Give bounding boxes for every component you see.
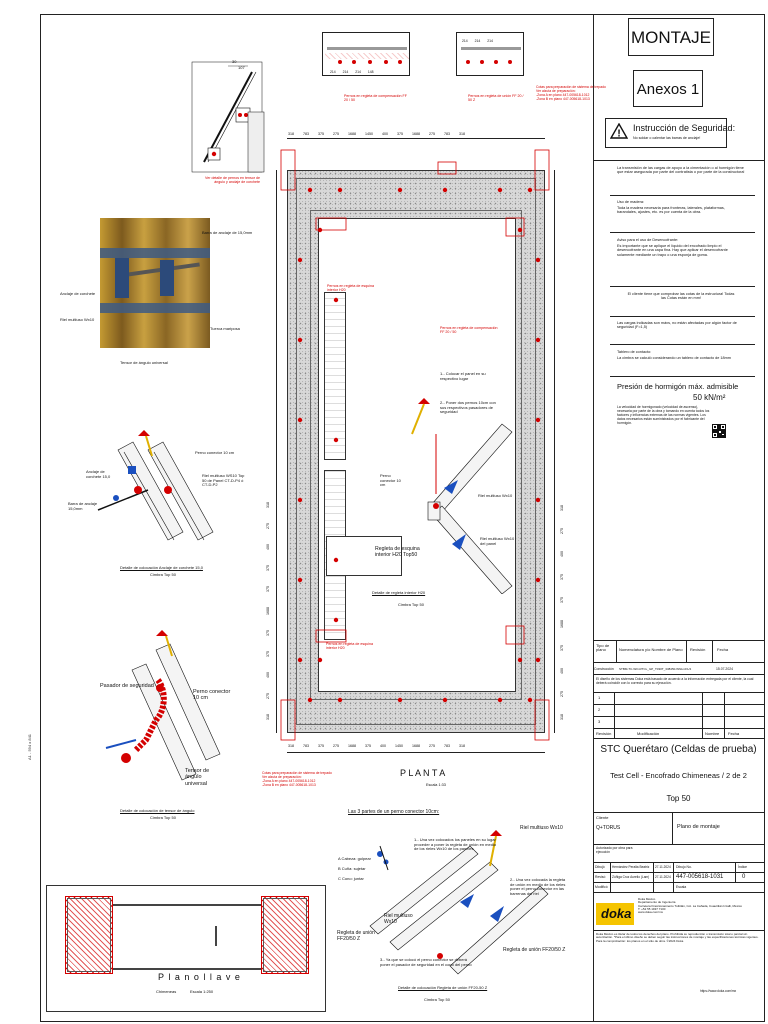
union-regleta-left: Regleta de unión FF20/50 Z bbox=[337, 930, 375, 942]
tb-plan-no: 447-005618-1031 bbox=[676, 874, 724, 880]
key-plan-frame bbox=[46, 885, 326, 1012]
safety-p1: La transmisión de las cargas de apoyo a la cimentación o al hormigón tiene que estar asegurada por parte del contratista o por parte de la constructora! bbox=[617, 166, 745, 175]
left-dim-2: 275 bbox=[266, 693, 270, 699]
left-dim-8: 375 bbox=[266, 565, 270, 571]
tb-legal: Doka México es titular de todos los derechos del plano. Prohibida su reproducción o transmisión total o parcial sin autorización. *Para el último diseño se deben seguir las instrucciones de montaje y las especificaciones técnicas vigentes. Para la comprobación: los planos en el sitio de obra. ©2024 Doka bbox=[596, 932, 759, 943]
left-dim-5: 375 bbox=[266, 630, 270, 636]
union-regleta-right: Regleta de unión FF20/50 Z bbox=[503, 947, 566, 953]
warning-icon bbox=[610, 123, 628, 139]
note-esquina-top: Pernos en regleta de esquina interior H20 bbox=[327, 284, 374, 293]
dim-1d: 148 bbox=[367, 70, 374, 74]
safety-p2: Toda la madera necesaria para fronteras, laterales, plataformas, barandales, ajustes, etc. es por cuenta de la obra. bbox=[617, 206, 725, 215]
union-riel-mid: Riel multiuso Wx10 bbox=[384, 913, 413, 925]
tb-rev-1: 1 bbox=[598, 695, 601, 700]
union-a: A Cabeza: golpear bbox=[338, 856, 371, 861]
left-dim-6: 1688 bbox=[266, 607, 270, 615]
right-dim-9: 275 bbox=[560, 528, 564, 534]
tb-head-fecha: Fecha bbox=[717, 647, 729, 652]
top-dim-12: 318 bbox=[459, 132, 465, 136]
top-dim-5: 1688 bbox=[348, 132, 356, 136]
dim-2a: 214 bbox=[462, 39, 468, 43]
right-dim-7: 375 bbox=[560, 574, 564, 580]
note-rail-top: Pernos en regleta de compensación FF 20 / 50 bbox=[344, 94, 407, 103]
tb-rev-3: 3 bbox=[598, 719, 601, 724]
angle-system: Cimbra Top 50 bbox=[150, 815, 176, 820]
dim-1c: 214 bbox=[355, 70, 361, 74]
tb-row-fecha: 15.07.2024 bbox=[716, 667, 733, 671]
sheet-subtitle: Anexos 1 bbox=[636, 81, 700, 98]
bottom-dim-4: 275 bbox=[333, 744, 339, 748]
right-dim-5: 1688 bbox=[560, 620, 564, 628]
dim-1a: 214 bbox=[330, 70, 336, 74]
left-dim-9: 400 bbox=[266, 544, 270, 550]
union-step1: 1.- Una vez colocados los paneles en su lugar proceder a poner la regleta de unión en medio de los rieles Wx10 de los paneles bbox=[414, 837, 497, 852]
top-dim-9: 1688 bbox=[412, 132, 420, 136]
pressure-note: La velocidad de hormigonado (velocidad de ascenso), necesaria por parte de la obra y tomando en cuenta todos los factores y influencias externas de las normas vigentes. Los datos necesarios están suministrados por el fabricante del hormigón. bbox=[617, 405, 710, 425]
union-b: B Cuña: sujetar bbox=[338, 866, 366, 871]
left-dim-11: 318 bbox=[266, 502, 270, 508]
tb-head-nom: Nomenclatura y/o Nombre de Plano bbox=[619, 647, 683, 652]
safety-p4: El cliente tiene que comprobar las cotas de la estructura! Todas las Cotas están en mm! bbox=[627, 292, 735, 301]
corner-label-riel: Riel multiuso Wx10 bbox=[478, 493, 513, 498]
union-system: Cimbra Top 50 bbox=[424, 997, 450, 1002]
bottom-dim-2: 783 bbox=[303, 744, 309, 748]
tb-head-rev: Revisión bbox=[690, 647, 706, 652]
tensor-dim-107: 107 bbox=[238, 65, 245, 70]
tb-company: Doka México Departamento de Ingeniería Carretera Fraccionamiento Tultitlán, Col. La Cañada, Cuautitlán Izcalli, México T: +52 55 1937 7100 www.doka.com/mx bbox=[638, 897, 743, 915]
pressure-title: Presión de hormigón máx. admisible bbox=[617, 382, 739, 391]
bottom-dim-7: 400 bbox=[380, 744, 386, 748]
tb-url: https://www.doka.com/mx bbox=[700, 989, 737, 993]
tb-rev-2: 2 bbox=[598, 707, 601, 712]
bottom-dim-11: 783 bbox=[444, 744, 450, 748]
right-dim-10: 318 bbox=[560, 505, 564, 511]
plan-label: P L A N T A bbox=[400, 768, 446, 778]
tb-row-tipo: Construcción bbox=[594, 667, 614, 671]
tb-r-dibujo-date: 27.11.2024 bbox=[655, 865, 671, 869]
key-plan-sub: Chimeneas bbox=[156, 989, 177, 994]
anchor-label-riel: Riel multiuso WS10 Top 50 de Panel CT-D-P4 ó CT-D-P2 bbox=[202, 473, 245, 488]
tb-plan-label: Plano de montaje bbox=[677, 824, 720, 830]
bottom-dim-1: 318 bbox=[288, 744, 294, 748]
corner-step2: 2.- Poner dos pernos 10cm con sus respectivos pasadores de seguridad bbox=[440, 400, 496, 415]
bottom-dim-3: 375 bbox=[318, 744, 324, 748]
tb-system: Top 50 bbox=[666, 794, 691, 803]
dim-2b: 214 bbox=[474, 39, 481, 43]
bottom-dim-8: 1450 bbox=[395, 744, 403, 748]
photo-label-anclaje: Anclaje de corchete bbox=[60, 291, 96, 296]
union-c: C Cono: juntar bbox=[338, 876, 364, 881]
union-step2: 2.- Una vez colocada la regleta de unión en medio de los rieles poner el perno conector en las barrenas del riel bbox=[510, 877, 566, 896]
annex-box bbox=[633, 70, 703, 107]
dim-1b: 214 bbox=[342, 70, 349, 74]
top-dim-10: 275 bbox=[429, 132, 435, 136]
tb-h-fecha: Fecha bbox=[728, 731, 740, 736]
corner-system: Cimbra Top 50 bbox=[398, 602, 424, 607]
note-cotas-bottom: Cotas para preparación de sistema de trepado Ver alzuta de preparación: -Zona A en plano 447-005618-1012 -Zona B en plano 447-005618-1013 bbox=[262, 771, 332, 787]
angle-tensor-drawing bbox=[96, 630, 226, 790]
tb-index: 0 bbox=[742, 874, 746, 880]
plan-right-dims bbox=[560, 505, 564, 720]
tb-client-label: Cliente bbox=[596, 815, 609, 820]
right-dim-3: 400 bbox=[560, 668, 564, 674]
right-dim-6: 375 bbox=[560, 597, 564, 603]
tb-r-dibujo: Dibujó bbox=[595, 865, 605, 869]
right-dim-4: 375 bbox=[560, 645, 564, 651]
doka-logo-text: doka bbox=[601, 906, 632, 921]
angle-title: Detalle de colocación de tensor de ángulo bbox=[120, 808, 195, 813]
bottom-dim-6: 375 bbox=[365, 744, 371, 748]
angle-label-pasador: Pasador de seguridad bbox=[100, 683, 154, 689]
note-cotas-top: Cotas para preparación de sistema de trepado Ver alzuta de preparación: -Zona A en plano 447-005618-1012 -Zona B en plano 447-005618-1013 bbox=[536, 85, 606, 101]
tb-head-tipo: Tipo de plano bbox=[596, 643, 610, 653]
tb-r-dibujo-name: Hernández Peralta Beatriz bbox=[612, 865, 650, 869]
title-box bbox=[628, 18, 714, 56]
tb-scale-label: Escala bbox=[676, 885, 687, 889]
union-heading: Las 3 partes de un perno conector 10cm: bbox=[348, 809, 440, 815]
left-margin-line bbox=[40, 14, 41, 1022]
top-dim-1: 318 bbox=[288, 132, 294, 136]
corner-step1: 1.- Colocar el panel en su respectivo lugar bbox=[440, 371, 486, 381]
pressure-value: 50 kN/m² bbox=[693, 393, 726, 402]
top-dim-4: 275 bbox=[333, 132, 339, 136]
tensor-dim-30: 30 bbox=[232, 59, 237, 64]
tb-client: Q+TORUS bbox=[596, 825, 621, 831]
right-dim-8: 400 bbox=[560, 551, 564, 557]
tb-approved: Autorizado por obra para ejecución bbox=[596, 846, 633, 854]
corner-label-riel2: Riel multiuso Wx10 del panel bbox=[480, 536, 515, 546]
small-box-dims-1 bbox=[330, 71, 374, 75]
tb-h-modificacion: Modificación bbox=[637, 731, 660, 736]
anchor-title: Detalle de colocación Anclaje de corchete 15,0 bbox=[120, 565, 203, 570]
anchor-label-anclaje: Anclaje de corchete 15,0 bbox=[86, 469, 111, 479]
corner-label-escuadra: Regleta de esquina interior H20 Top50 bbox=[375, 546, 420, 558]
tb-index-label: Índice bbox=[738, 865, 748, 869]
dim-2c: 214 bbox=[487, 39, 493, 43]
tb-project: STC Querétaro (Celdas de prueba) bbox=[600, 744, 757, 755]
note-esquina-bottom: Pernos en regleta de esquina interior H20 bbox=[326, 642, 373, 651]
safety-block bbox=[605, 118, 736, 148]
corner-title: Detalle de regleta interior H20 bbox=[372, 590, 426, 595]
photo-label-tensor: Tensor de ángulo universal bbox=[120, 360, 168, 365]
tb-row-nom: STBM-TC-WO-RTCL_GP_T030T_338450-WNH-0/1/4 bbox=[619, 667, 692, 671]
angle-label-tensor: Tensor de ángulo universal bbox=[185, 768, 210, 787]
safety-p6: La cimbra se calculó considerando un tablero de contacto de 18mm bbox=[617, 356, 731, 360]
left-dim-3: 400 bbox=[266, 672, 270, 678]
photo-label-barra: Barra de anclaje de 15,0mm bbox=[202, 230, 253, 235]
tensor-top-detail bbox=[188, 52, 268, 180]
small-box-dims-2 bbox=[462, 40, 493, 44]
photo-label-tuerca: Tuerca mariposa bbox=[210, 326, 240, 331]
angle-label-perno: Perno conector 10 cm bbox=[193, 689, 231, 702]
top-dim-7: 400 bbox=[382, 132, 388, 136]
safety-heading: Instrucción de Seguridad: bbox=[633, 123, 736, 133]
anchor-label-perno: Perno conector 10 cm bbox=[195, 450, 235, 455]
top-dim-2: 783 bbox=[303, 132, 309, 136]
safety-p2-title: Uso de madera: bbox=[617, 200, 645, 204]
plan-left-dims bbox=[266, 502, 270, 720]
corner-label-perno: Perno conector 10 cm bbox=[380, 473, 401, 488]
right-dim-1: 318 bbox=[560, 714, 564, 720]
note-comp-inner: Pernos en regleta de compensación FF 20 / 50 bbox=[440, 326, 498, 335]
safety-p5: Las cargas indicadas son máxs, no están afectadas por algún factor de seguridad (F=1,5) bbox=[617, 321, 737, 330]
union-riel-top: Riel multiuso Wx10 bbox=[520, 825, 563, 831]
tb-r-reviso-name: Zúñiga Cruz Aurelio (Lam) bbox=[612, 875, 650, 879]
safety-sub: No soldar o calentar las barras de anclaje! bbox=[633, 136, 701, 140]
bottom-dim-5: 1688 bbox=[348, 744, 356, 748]
note-tensor: Ver detalle de pernos en tensor de ángulo y anclaje de corchete bbox=[205, 176, 260, 185]
key-plan-label: P l a n o l l a v e bbox=[158, 972, 241, 982]
tb-disclaimer: El diseño de los sistemas Doka está basado de acuerdo a la información entregada por el cliente, la cual deberá coincidir con lo correcto para su ejecución. bbox=[596, 677, 754, 685]
plan-bottom-dims bbox=[288, 744, 465, 748]
tb-r-reviso: Revisó bbox=[595, 875, 606, 879]
plan-top-dims bbox=[288, 132, 465, 136]
tb-r-modifico: Modificó bbox=[595, 885, 608, 889]
left-dim-10: 275 bbox=[266, 523, 270, 529]
left-dim-4: 375 bbox=[266, 651, 270, 657]
left-dim-1: 318 bbox=[266, 714, 270, 720]
top-dim-11: 783 bbox=[444, 132, 450, 136]
sheet-title: MONTAJE bbox=[631, 28, 711, 47]
union-step3: 3.- Ya que se colocó el perno conector se deberá poner el pasador de seguridad en el cono del perno bbox=[380, 957, 472, 967]
doka-logo bbox=[596, 903, 634, 925]
note-union: Pernos en regleta de unión FF 20 / 50 Z bbox=[468, 94, 524, 103]
photo-label-riel: Riel multiuso Wx10 bbox=[60, 317, 95, 322]
union-title: Detalle de colocación Regleta de unión FF20-50 Z bbox=[398, 985, 488, 990]
tb-h-revision: Revisión bbox=[596, 731, 612, 736]
top-dim-8: 375 bbox=[397, 132, 403, 136]
svg-text:!: ! bbox=[617, 128, 621, 139]
key-plan-scale: Escala 1:250 bbox=[190, 989, 214, 994]
safety-p3: Es importante que se aplique el líquido del encofrado limpio el desencofrante en una capa fina. Hay que aplicar el desencofrante solamente mediante un trapo o una esponja de goma. bbox=[617, 244, 728, 257]
right-dim-2: 275 bbox=[560, 691, 564, 697]
left-dim-7: 375 bbox=[266, 586, 270, 592]
anchor-system: Cimbra Top 50 bbox=[150, 572, 176, 577]
anchor-label-barra: Barra de anclaje 15,0mm bbox=[68, 501, 98, 511]
top-dim-6: 1450 bbox=[365, 132, 373, 136]
plan-scale: Escala 1:33 bbox=[426, 783, 446, 787]
safety-p3-title: Aviso para el uso de Desencofrante: bbox=[617, 238, 679, 242]
tb-r-reviso-date: 27.11.2024 bbox=[655, 875, 671, 879]
sheet-format-label: A1 - 594 x 841 bbox=[27, 733, 32, 760]
bottom-dim-12: 318 bbox=[459, 744, 465, 748]
tb-plan-no-label: Dibujo No. bbox=[676, 865, 692, 869]
safety-p6-title: Tablero de contacto: bbox=[617, 350, 652, 354]
qr-code-icon bbox=[712, 424, 726, 438]
tb-h-nombre: Nombre bbox=[705, 731, 720, 736]
bottom-dim-9: 1688 bbox=[412, 744, 420, 748]
tb-project-sub: Test Cell - Encofrado Chimeneas / 2 de 2 bbox=[610, 771, 747, 780]
top-dim-3: 375 bbox=[318, 132, 324, 136]
formwork-photo bbox=[100, 218, 210, 348]
bottom-dim-10: 275 bbox=[429, 744, 435, 748]
